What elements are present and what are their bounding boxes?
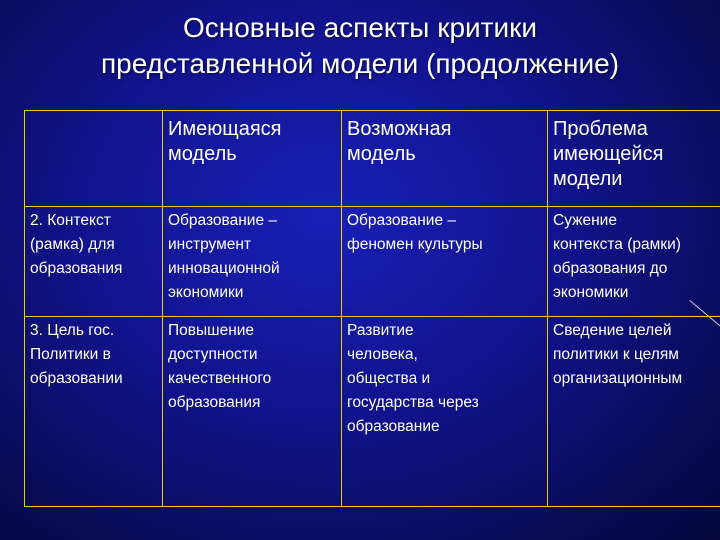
header-cell-empty bbox=[25, 111, 163, 207]
row-problem-cell: Сведение целей политики к целям организационным bbox=[548, 317, 720, 507]
row-aspect-cell: 3. Цель гос. Политики в образовании bbox=[25, 317, 163, 507]
row-existing-cell: Повышение доступности качественного образования bbox=[163, 317, 342, 507]
title-line-1: Основные аспекты критики bbox=[182, 12, 538, 43]
row-possible-cell: Развитие человека, общества и государства через образование bbox=[342, 317, 548, 507]
row-problem-cell: Сужение контекста (рамки) образования до экономики bbox=[548, 207, 720, 317]
row-aspect-cell: 2. Контекст (рамка) для образования bbox=[25, 207, 163, 317]
header-cell-existing-model: Имеющаяся модель bbox=[163, 111, 342, 207]
comparison-table bbox=[24, 110, 720, 507]
table-row bbox=[25, 317, 720, 507]
header-cell-possible-model: Возможная модель bbox=[342, 111, 548, 207]
slide-title bbox=[0, 10, 720, 82]
table-header-row bbox=[25, 111, 720, 207]
row-existing-cell: Образование – инструмент инновационной экономики bbox=[163, 207, 342, 317]
table-row bbox=[25, 207, 720, 317]
row-possible-cell: Образование – феномен культуры bbox=[342, 207, 548, 317]
header-cell-problem: Проблема имеющейся модели bbox=[548, 111, 720, 207]
title-line-2: представленной модели (продолжение) bbox=[100, 48, 620, 79]
